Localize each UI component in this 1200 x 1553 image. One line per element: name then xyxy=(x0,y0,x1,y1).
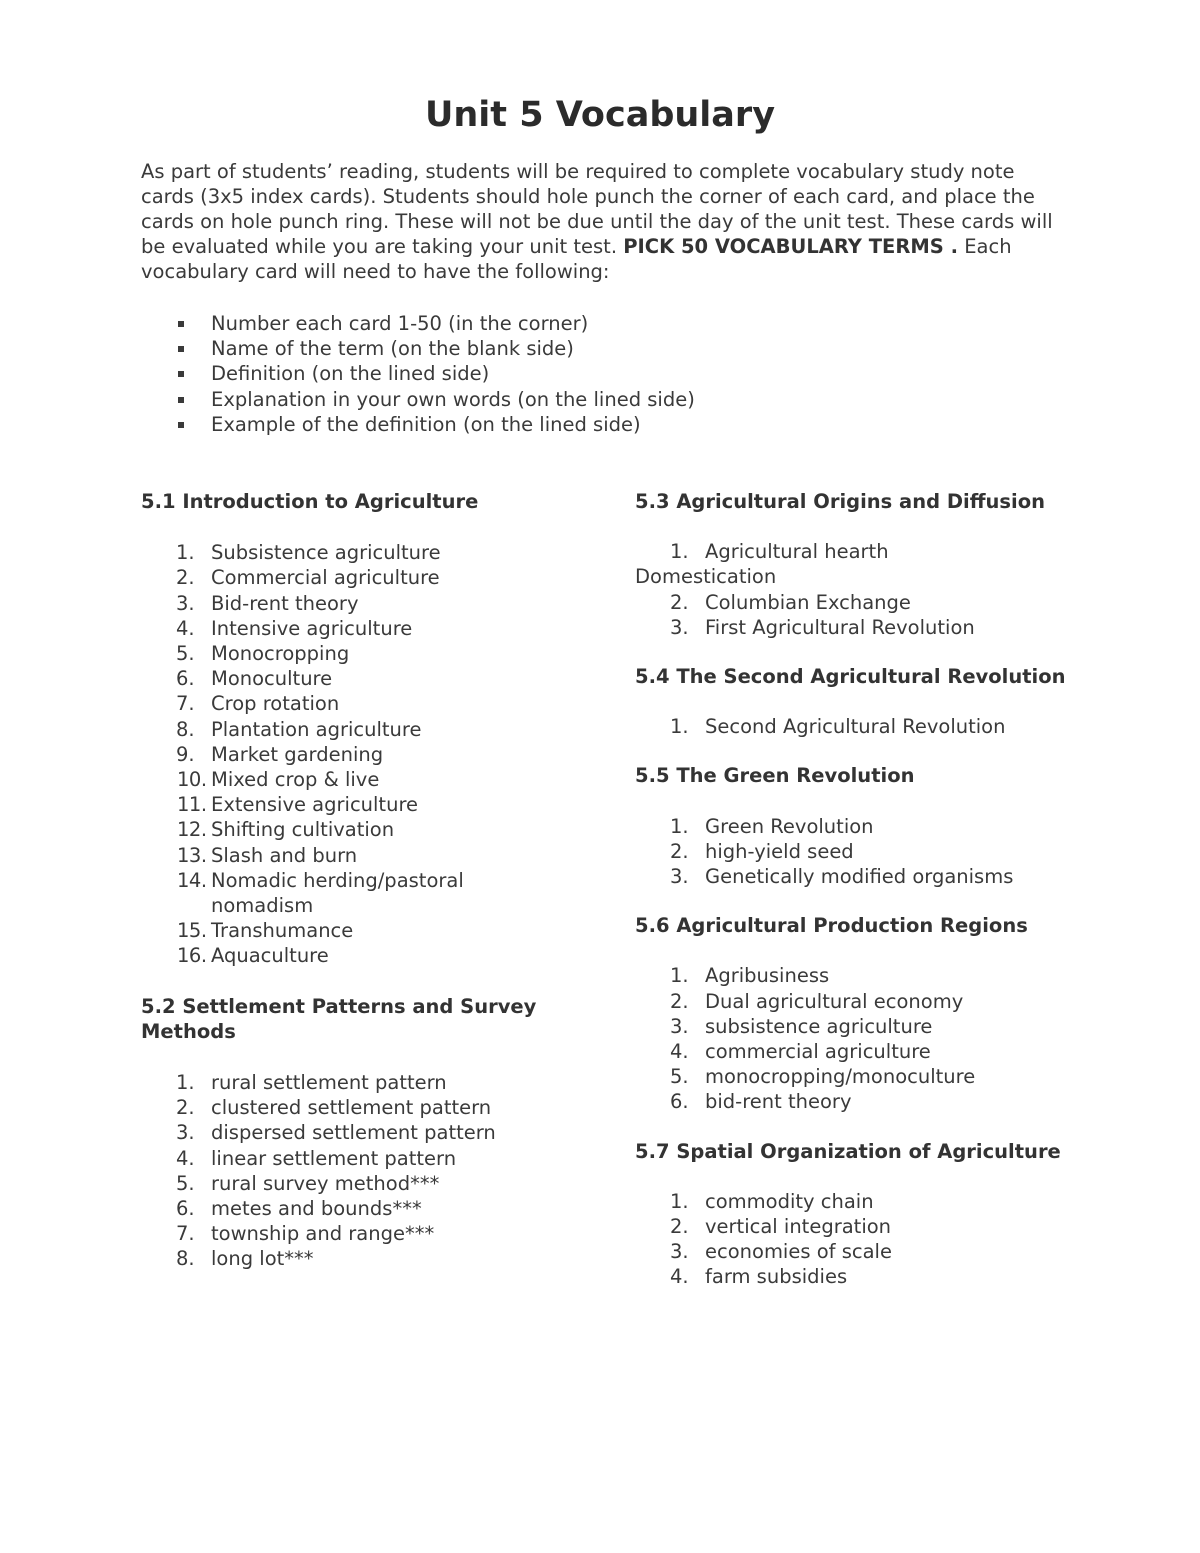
vocab-item-number: 6. xyxy=(670,1090,689,1114)
vocab-term: Monoculture xyxy=(211,667,333,691)
vocab-item xyxy=(635,1264,1075,1289)
vocab-unnumbered-term: Domestication xyxy=(635,565,777,589)
vocab-item xyxy=(141,1095,571,1120)
vocab-item xyxy=(141,1120,571,1145)
vocab-item xyxy=(635,1214,1075,1239)
section-title: 5.6 Agricultural Production Regions xyxy=(635,914,1028,938)
vocab-term: Market gardening xyxy=(211,742,384,766)
vocab-item-number: 1. xyxy=(670,964,689,988)
vocab-item-number: 1. xyxy=(176,1071,195,1095)
vocab-term: Second Agricultural Revolution xyxy=(705,715,1006,739)
requirement-item xyxy=(141,387,1041,412)
vocab-term: Crop rotation xyxy=(211,692,340,716)
section-5-1 xyxy=(141,489,571,969)
requirements-list xyxy=(141,311,1041,437)
requirement-item xyxy=(141,361,1041,386)
vocab-item xyxy=(141,918,571,943)
vocab-item xyxy=(141,742,571,767)
vocab-item-number: 11. xyxy=(177,793,207,817)
vocab-item xyxy=(141,792,571,817)
vocab-item xyxy=(635,864,1075,889)
vocab-item-number: 9. xyxy=(176,742,195,766)
square-bullet-icon xyxy=(178,422,184,428)
vocab-term: clustered settlement pattern xyxy=(211,1096,492,1120)
vocab-item xyxy=(141,717,571,742)
vocab-item xyxy=(635,839,1075,864)
vocab-item-number: 1. xyxy=(670,540,689,564)
vocab-term: rural settlement pattern xyxy=(211,1071,447,1095)
section-title: 5.1 Introduction to Agriculture xyxy=(141,490,479,513)
vocab-item xyxy=(635,1239,1075,1264)
vocab-item-number: 1. xyxy=(670,814,689,838)
vocab-item xyxy=(141,1070,571,1095)
vocab-term: subsistence agriculture xyxy=(705,1014,933,1038)
vocab-term: Green Revolution xyxy=(705,814,874,838)
section-5-3 xyxy=(635,489,1075,640)
vocab-item-number: 2. xyxy=(670,1215,689,1239)
vocab-item-number: 2. xyxy=(670,989,689,1013)
vocab-list xyxy=(635,814,1075,890)
section-title: 5.4 The Second Agricultural Revolution xyxy=(635,665,1066,689)
vocab-item xyxy=(141,691,571,716)
vocab-term: Extensive agriculture xyxy=(211,793,419,817)
page-title: Unit 5 Vocabulary xyxy=(424,95,776,136)
square-bullet-icon xyxy=(178,346,184,352)
vocab-term: dispersed settlement pattern xyxy=(211,1121,496,1145)
vocab-item-number: 1. xyxy=(670,715,689,739)
vocab-item-number: 4. xyxy=(670,1040,689,1064)
requirement-item xyxy=(141,311,1041,336)
vocab-term: Slash and burn xyxy=(211,843,358,867)
vocab-term: Dual agricultural economy xyxy=(705,989,964,1013)
vocab-item xyxy=(141,666,571,691)
vocab-item-number: 8. xyxy=(176,1247,195,1271)
vocab-term: Mixed crop & live xyxy=(211,768,380,792)
section-5-7 xyxy=(635,1139,1075,1290)
intro-bold-instruction: PICK 50 VOCABULARY TERMS . xyxy=(623,235,958,258)
vocab-list xyxy=(635,590,1075,640)
vocab-item xyxy=(635,989,1075,1014)
vocab-item-number: 2. xyxy=(670,590,689,614)
vocab-list xyxy=(635,1189,1075,1290)
vocab-item xyxy=(141,591,571,616)
section-title: 5.5 The Green Revolution xyxy=(635,764,915,788)
requirement-text: Name of the term (on the blank side) xyxy=(211,337,574,361)
square-bullet-icon xyxy=(178,371,184,377)
vocab-term: Subsistence agriculture xyxy=(211,541,441,565)
vocab-item-number: 3. xyxy=(670,865,689,889)
vocab-item xyxy=(141,1146,571,1171)
section-title: 5.3 Agricultural Origins and Diffusion xyxy=(635,490,1045,513)
vocab-term: Commercial agriculture xyxy=(211,566,440,590)
vocab-term: bid-rent theory xyxy=(705,1090,852,1114)
vocab-term: linear settlement pattern xyxy=(211,1146,457,1170)
vocab-term: high-yield seed xyxy=(705,839,854,863)
vocab-item xyxy=(635,1014,1075,1039)
vocab-item xyxy=(141,1196,571,1221)
vocab-item-number: 15. xyxy=(177,919,207,943)
vocab-item xyxy=(635,714,1075,739)
vocab-item xyxy=(635,590,1075,615)
vocab-item xyxy=(141,565,571,590)
vocab-item-number: 3. xyxy=(670,1014,689,1038)
vocab-item-number: 5. xyxy=(176,1171,195,1195)
requirement-text: Definition (on the lined side) xyxy=(211,362,490,386)
vocab-item-number: 12. xyxy=(177,818,207,842)
vocab-item-number: 7. xyxy=(176,1222,195,1246)
vocab-list xyxy=(141,540,571,968)
left-column xyxy=(141,489,571,1272)
vocab-term: Agricultural hearth xyxy=(705,540,889,564)
requirement-text: Explanation in your own words (on the lined side) xyxy=(211,387,695,411)
vocab-item xyxy=(141,616,571,641)
vocab-item-number: 5. xyxy=(176,642,195,666)
vocab-item-number: 2. xyxy=(176,566,195,590)
vocab-item-number: 8. xyxy=(176,717,195,741)
section-title: 5.2 Settlement Patterns and Survey Methods xyxy=(141,994,537,1043)
vocab-item xyxy=(635,1064,1075,1089)
vocab-term: Bid-rent theory xyxy=(211,591,359,615)
square-bullet-icon xyxy=(178,321,184,327)
vocab-item xyxy=(635,963,1075,988)
vocab-item-number: 14. xyxy=(177,868,207,892)
vocab-item xyxy=(635,1189,1075,1214)
vocab-term: vertical integration xyxy=(705,1215,892,1239)
intro-text-after: Each vocabulary card will need to have the following: xyxy=(141,235,1012,283)
vocab-term: township and range*** xyxy=(211,1222,435,1246)
section-title: 5.7 Spatial Organization of Agriculture xyxy=(635,1139,1061,1163)
vocab-term: Nomadic herding/pastoral nomadism xyxy=(211,868,464,918)
vocab-item-number: 3. xyxy=(670,615,689,639)
vocab-term: monocropping/monoculture xyxy=(705,1065,976,1089)
section-5-4 xyxy=(635,664,1075,739)
vocab-item-number: 3. xyxy=(176,1121,195,1145)
vocab-item-number: 7. xyxy=(176,692,195,716)
vocab-item xyxy=(635,615,1075,640)
vocab-item xyxy=(635,814,1075,839)
vocab-item-number: 4. xyxy=(176,616,195,640)
vocab-item xyxy=(141,1221,571,1246)
vocab-term: economies of scale xyxy=(705,1240,892,1264)
vocab-list xyxy=(635,714,1075,739)
vocab-item xyxy=(141,868,571,918)
square-bullet-icon xyxy=(178,397,184,403)
vocab-term: Shifting cultivation xyxy=(211,818,395,842)
vocab-list xyxy=(141,1070,571,1272)
vocab-item-number: 13. xyxy=(177,843,207,867)
vocab-term: commodity chain xyxy=(705,1189,874,1213)
vocab-item-number: 2. xyxy=(176,1096,195,1120)
vocab-item xyxy=(141,767,571,792)
vocab-term: commercial agriculture xyxy=(705,1040,931,1064)
vocab-item xyxy=(141,817,571,842)
vocab-item-number: 4. xyxy=(670,1265,689,1289)
vocab-list xyxy=(635,963,1075,1114)
intro-text: As part of students’ reading, students will be required to complete vocabulary study note cards (3x5 index cards). Students should hole punch the corner of each card, and place the cards on hole punch ring. These will not be due until the day of the unit test. These cards will be evaluated while you are taking your unit test. xyxy=(141,160,1053,258)
vocab-item xyxy=(635,1089,1075,1114)
intro-paragraph xyxy=(141,159,1066,284)
vocab-item xyxy=(141,843,571,868)
vocab-term: Plantation agriculture xyxy=(211,717,422,741)
vocab-list xyxy=(635,539,1075,564)
section-5-5 xyxy=(635,763,1075,889)
vocab-item-number: 4. xyxy=(176,1146,195,1170)
section-5-6 xyxy=(635,913,1075,1114)
vocab-term: Agribusiness xyxy=(705,964,830,988)
vocab-item xyxy=(635,1039,1075,1064)
vocab-term: metes and bounds*** xyxy=(211,1197,422,1221)
vocab-item-number: 3. xyxy=(176,591,195,615)
right-column xyxy=(635,489,1075,1290)
vocab-term: farm subsidies xyxy=(705,1265,848,1289)
vocab-item xyxy=(141,540,571,565)
vocab-item xyxy=(141,641,571,666)
vocab-item-number: 10. xyxy=(177,768,207,792)
vocab-item xyxy=(141,943,571,968)
vocab-item-number: 3. xyxy=(670,1240,689,1264)
vocab-item xyxy=(141,1171,571,1196)
requirement-item xyxy=(141,336,1041,361)
vocab-term: First Agricultural Revolution xyxy=(705,615,975,639)
requirement-item xyxy=(141,412,1041,437)
vocab-term: long lot*** xyxy=(211,1247,314,1271)
vocab-term: rural survey method*** xyxy=(211,1171,440,1195)
vocab-item-number: 2. xyxy=(670,839,689,863)
vocab-item-number: 5. xyxy=(670,1065,689,1089)
vocab-term: Genetically modified organisms xyxy=(705,865,1014,889)
requirement-text: Number each card 1-50 (in the corner) xyxy=(211,312,589,335)
vocab-item xyxy=(635,539,1075,564)
vocab-item-number: 16. xyxy=(177,944,207,968)
vocab-term: Columbian Exchange xyxy=(705,590,911,614)
vocab-term: Transhumance xyxy=(211,919,354,943)
vocab-term: Monocropping xyxy=(211,642,350,666)
requirement-text: Example of the definition (on the lined side) xyxy=(211,412,641,436)
section-5-2 xyxy=(141,994,571,1272)
vocab-item-number: 1. xyxy=(176,541,195,565)
vocab-item-number: 6. xyxy=(176,1197,195,1221)
vocab-item-number: 6. xyxy=(176,667,195,691)
vocab-term: Intensive agriculture xyxy=(211,616,413,640)
vocab-item-number: 1. xyxy=(670,1189,689,1213)
vocab-term: Aquaculture xyxy=(211,944,329,968)
vocab-item xyxy=(141,1246,571,1271)
